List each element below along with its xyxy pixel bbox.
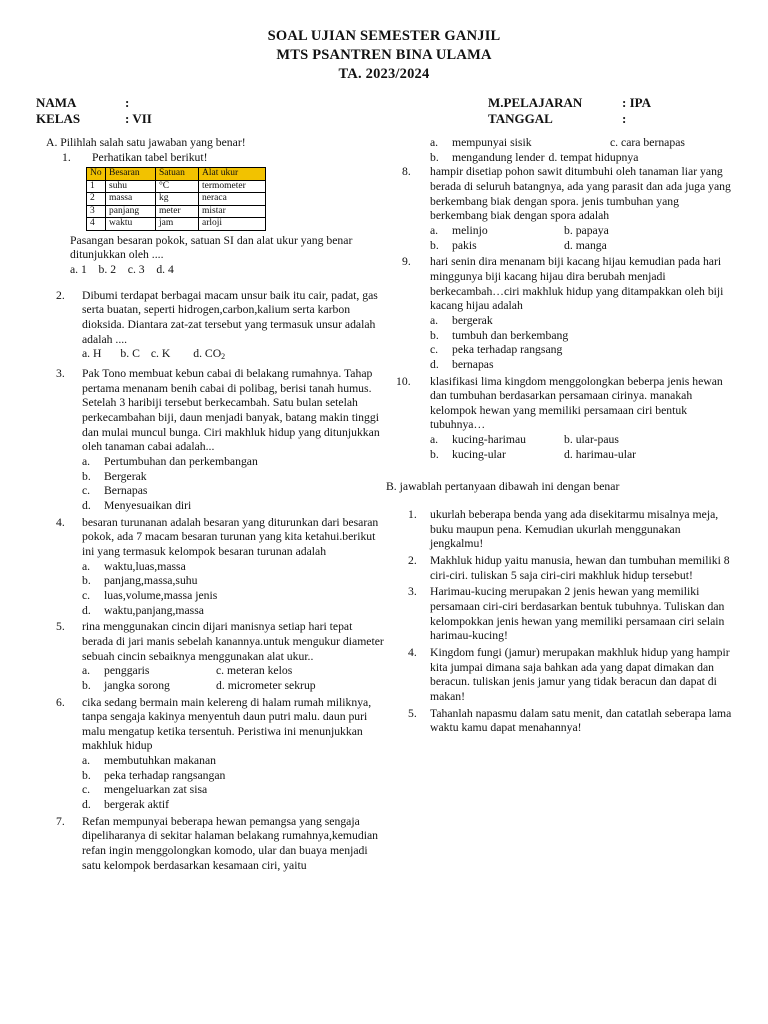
essay-question-5 bbox=[386, 707, 736, 736]
question-number: 1. bbox=[62, 150, 71, 164]
option-c: c. meteran kelos bbox=[216, 664, 293, 678]
table-row bbox=[87, 180, 266, 193]
option-b bbox=[82, 769, 386, 784]
table-cell: waktu bbox=[106, 218, 156, 231]
table-cell: termometer bbox=[199, 180, 266, 193]
option-d bbox=[430, 358, 736, 373]
option-text: kucing-ular bbox=[452, 447, 506, 461]
question-text: hampir disetiap pohon sawit ditumbuhi oleh tanaman liar yang berada di seluruh batangnya, ada yang parasit dan ada juga yang berkembang biak dengan spora. jenis tumbuhan yang berkembang biak dengan spora adalah bbox=[430, 165, 731, 223]
table-header: Satuan bbox=[156, 168, 199, 181]
question-2 bbox=[36, 289, 386, 365]
option-d bbox=[193, 347, 225, 360]
option-b bbox=[82, 679, 216, 694]
option-text: tumbuh dan berkembang bbox=[452, 328, 569, 342]
option-c: c. K bbox=[150, 347, 171, 361]
option-text: waktu,panjang,massa bbox=[104, 603, 204, 617]
question-text: Tahanlah napasmu dalam satu menit, dan catatlah seberapa lama waktu kamu dapat menahannya! bbox=[430, 706, 732, 735]
table-cell: 3 bbox=[87, 205, 106, 218]
option-text: membutuhkan makanan bbox=[104, 754, 216, 768]
option-letter: c. bbox=[82, 484, 91, 498]
option-a bbox=[82, 754, 386, 769]
option-letter: a. bbox=[82, 455, 91, 468]
option-letter: b. bbox=[430, 447, 439, 461]
option-letter: d. bbox=[82, 603, 91, 617]
option-d bbox=[82, 604, 386, 619]
question-7 bbox=[36, 815, 386, 874]
exam-title: SOAL UJIAN SEMESTER GANJIL bbox=[267, 28, 501, 44]
option-letter: d. bbox=[82, 498, 91, 512]
question-number: 6. bbox=[56, 695, 65, 709]
question-number: 4. bbox=[408, 646, 417, 659]
nama-label: NAMA bbox=[36, 95, 77, 110]
left-column bbox=[36, 136, 386, 875]
question-8 bbox=[386, 165, 736, 253]
option-letter: d. bbox=[82, 798, 91, 812]
question-number: 8. bbox=[402, 165, 411, 179]
option-letter: a. bbox=[82, 559, 91, 573]
option-text: peka terhadap rangsang bbox=[452, 343, 563, 357]
section-b-title: B. jawablah pertanyaan dibawah ini dengan benar bbox=[386, 480, 620, 494]
question-number: 1. bbox=[408, 508, 417, 522]
option-text: waktu,luas,massa bbox=[104, 559, 186, 573]
option-letter: b. bbox=[82, 678, 91, 692]
question-3 bbox=[36, 367, 386, 514]
essay-question-3 bbox=[386, 585, 736, 644]
option-b: b. C bbox=[120, 347, 140, 361]
table-cell: kg bbox=[156, 193, 199, 206]
option-text: luas,volume,massa jenis bbox=[104, 588, 218, 602]
question-text: Kingdom fungi (jamur) merupakan makhluk hidup yang hampir kita jumpai dimana saja bahkan ada yang dapat dimakan dan beracun. tuliskan jenis jamur yang tidak beracun dan dapat di makan! bbox=[430, 646, 730, 703]
option-letter: c. bbox=[82, 588, 91, 602]
question-1-followup: Pasangan besaran pokok, satuan SI dan alat ukur yang benar ditunjukkan oleh .... bbox=[70, 233, 353, 262]
option-text: mengandung lender bbox=[452, 150, 545, 164]
question-text: hari senin dira menanam biji kacang hijau kemudian pada hari minggunya biji kacang hijau dira berubah menjadi berkecambah…ciri makhluk hidup yang ditampakkan oleh biji kacang hijau adalah bbox=[430, 255, 724, 313]
option-text: bergerak aktif bbox=[104, 798, 170, 812]
table-row bbox=[87, 218, 266, 231]
table-row bbox=[87, 205, 266, 218]
option-a bbox=[82, 455, 386, 470]
question-number: 2. bbox=[56, 288, 65, 302]
option-text: melinjo bbox=[452, 223, 488, 237]
option-a bbox=[430, 224, 564, 239]
table-cell: mistar bbox=[199, 205, 266, 218]
right-column bbox=[386, 136, 736, 738]
option-d: d. harimau-ular bbox=[564, 447, 637, 461]
question-number: 3. bbox=[56, 367, 65, 381]
section-a-title: A. Pilihlah salah satu jawaban yang benar! bbox=[46, 136, 246, 149]
option-b bbox=[430, 329, 736, 344]
option-text: Bergerak bbox=[104, 469, 147, 483]
pelajaran-value: : IPA bbox=[622, 95, 652, 110]
question-7-options bbox=[386, 136, 736, 165]
option-b bbox=[82, 470, 386, 485]
question-number: 5. bbox=[408, 706, 417, 720]
table-cell: 4 bbox=[87, 218, 106, 231]
question-1-options: a. 1 b. 2 c. 3 d. 4 bbox=[70, 263, 174, 277]
option-d-text: d. CO bbox=[193, 347, 222, 361]
option-c bbox=[82, 783, 386, 798]
option-b bbox=[82, 574, 386, 589]
school-name: MTS PSANTREN BINA ULAMA bbox=[276, 47, 492, 63]
question-text: rina menggunakan cincin dijari manisnya setiap hari tepat berada di jari manis sebelah kanannya.untuk mengukur diameter sebuah cincin sebaiknya menggunakan alat ukur.. bbox=[82, 620, 384, 663]
option-b bbox=[430, 448, 564, 463]
option-letter: c. bbox=[82, 783, 91, 797]
option-d: d. manga bbox=[564, 238, 607, 252]
option-b: b. papaya bbox=[564, 223, 609, 237]
option-text: panjang,massa,suhu bbox=[104, 574, 198, 588]
options-row bbox=[430, 448, 736, 463]
table-cell: suhu bbox=[106, 180, 156, 193]
option-letter: d. bbox=[430, 357, 439, 371]
option-letter: a. bbox=[82, 754, 91, 768]
kelas-value: : VII bbox=[125, 111, 152, 126]
table-cell: neraca bbox=[199, 193, 266, 206]
kelas-label: KELAS bbox=[36, 111, 81, 126]
options-row bbox=[430, 433, 736, 448]
table-header: Besaran bbox=[106, 168, 156, 181]
table-cell: 1 bbox=[87, 180, 106, 193]
option-c bbox=[82, 484, 386, 499]
option-text: Bernapas bbox=[104, 484, 148, 498]
option-d: d. micrometer sekrup bbox=[216, 678, 316, 692]
option-text: pakis bbox=[452, 238, 477, 252]
measurement-table bbox=[86, 167, 266, 231]
option-a: a. H bbox=[82, 347, 102, 361]
option-c: c. cara bernapas bbox=[610, 136, 685, 149]
question-9 bbox=[386, 255, 736, 372]
table-cell: massa bbox=[106, 193, 156, 206]
question-text: cika sedang bermain main kelereng di halam rumah miliknya, tanpa sengaja kakinya menyentuh daun putri malu. daun puri malu mengatup ketika tersentuh. Peristiwa ini menunjukkan makhluk hidup bbox=[82, 695, 372, 753]
option-letter: c. bbox=[430, 343, 439, 357]
option-a bbox=[430, 433, 564, 448]
tanggal-value: : bbox=[622, 111, 627, 126]
option-text: jangka sorong bbox=[104, 678, 170, 692]
question-text: Pak Tono membuat kebun cabai di belakang rumahnya. Tahap pertama menanam benih cabai di polibag, berisi tanah humus. Setelah 3 haribiji tersebut berkecambah. Satu bulan setelah perkecambahan biji, daun menjadi banyak, batang makin tinggi dan mulai muncul bunga. Ciri makhluk hidup yang ditunjukkan oleh tanaman cabai adalah... bbox=[82, 367, 380, 454]
question-number: 3. bbox=[408, 585, 417, 599]
options-row bbox=[430, 151, 736, 166]
option-text: kucing-harimau bbox=[452, 433, 526, 447]
option-b bbox=[430, 239, 564, 254]
question-number: 9. bbox=[402, 255, 411, 269]
option-a bbox=[430, 136, 610, 151]
table-row bbox=[87, 193, 266, 206]
question-10 bbox=[386, 375, 736, 463]
question-5 bbox=[36, 620, 386, 693]
option-text: mengeluarkan zat sisa bbox=[104, 783, 208, 797]
options-row bbox=[430, 136, 736, 151]
question-number: 10. bbox=[396, 374, 411, 388]
option-letter: a. bbox=[430, 136, 439, 149]
option-letter: b. bbox=[82, 469, 91, 483]
question-number: 4. bbox=[56, 515, 65, 529]
question-text: Perhatikan tabel berikut! bbox=[92, 150, 208, 164]
option-b: b. ular-paus bbox=[564, 433, 619, 447]
question-1 bbox=[36, 151, 386, 166]
question-text: Makhluk hidup yaitu manusia, hewan dan tumbuhan memiliki 8 ciri-ciri. tuliskan 5 saja ciri-ciri makhluk hidup tersebut! bbox=[430, 554, 730, 582]
option-letter: b. bbox=[430, 328, 439, 342]
essay-question-2 bbox=[386, 554, 736, 583]
question-text: Refan mempunyai beberapa hewan pemangsa yang sengaja dipeliharanya di sekitar halaman belakang rumahnya,kemudian refan ingin menggolongkan komodo, ular dan buaya menjadi satu kelompok berdasarkan kesamaan ciri, yaitu bbox=[82, 814, 378, 872]
essay-question-1 bbox=[386, 508, 736, 552]
option-letter: b. bbox=[82, 574, 91, 588]
option-letter: a. bbox=[82, 664, 91, 678]
question-number: 2. bbox=[408, 554, 417, 568]
option-letter: a. bbox=[430, 433, 439, 447]
table-cell: meter bbox=[156, 205, 199, 218]
option-text: mempunyai sisik bbox=[452, 136, 532, 149]
options-row bbox=[430, 224, 736, 239]
question-4 bbox=[36, 516, 386, 619]
option-letter: b. bbox=[430, 150, 439, 164]
table-cell: arloji bbox=[199, 218, 266, 231]
essay-question-4 bbox=[386, 646, 736, 705]
option-text: bernapas bbox=[452, 357, 494, 371]
options-row bbox=[82, 664, 386, 679]
pelajaran-label: M.PELAJARAN bbox=[488, 95, 583, 110]
option-d: d. tempat hidupnya bbox=[548, 150, 639, 164]
option-letter: b. bbox=[430, 238, 439, 252]
subscript: 2 bbox=[221, 352, 226, 362]
table-cell: jam bbox=[156, 218, 199, 231]
option-text: bergerak bbox=[452, 313, 493, 327]
option-text: peka terhadap rangsangan bbox=[104, 768, 226, 782]
table-cell: panjang bbox=[106, 205, 156, 218]
option-text: Menyesuaikan diri bbox=[104, 498, 192, 512]
option-letter: b. bbox=[82, 768, 91, 782]
measurement-table-wrap bbox=[36, 167, 386, 231]
question-text: Dibumi terdapat berbagai macam unsur baik itu cair, padat, gas serta buatan, seperti hidrogen,carbon,kalium serta karbon dioksida. Diantara zat-zat tersebut yang termasuk unsur adalah adalah .... bbox=[82, 288, 378, 346]
option-a bbox=[82, 664, 216, 679]
option-a bbox=[82, 560, 386, 575]
table-header: No bbox=[87, 168, 106, 181]
question-number: 7. bbox=[56, 814, 65, 828]
question-6 bbox=[36, 696, 386, 813]
option-c bbox=[430, 343, 736, 358]
option-b bbox=[430, 151, 545, 166]
question-2-options bbox=[82, 347, 386, 365]
tanggal-label: TANGGAL bbox=[488, 111, 553, 126]
option-letter: a. bbox=[430, 313, 439, 327]
question-text: klasifikasi lima kingdom menggolongkan beberpa jenis hewan dan tumbuhan berdasarkan persamaan cirinya. manakah kelompok hewan yang memiliki persamaan ciri bentuk tubuhnya… bbox=[430, 374, 723, 432]
question-text: besaran turunanan adalah besaran yang diturunkan dari besaran pokok, ada 7 macam besaran turunan yang kita ketahui.berikut ini yang termasuk kelompok besaran turunan adalah bbox=[82, 515, 379, 558]
option-text: Pertumbuhan dan perkembangan bbox=[104, 455, 258, 468]
table-header: Alat ukur bbox=[199, 168, 266, 181]
question-text: Harimau-kucing merupakan 2 jenis hewan yang memiliki persamaan ciri-ciri berdasarkan bentuk tubuhnya. Tuliskan dan kelompokkan jenis hewan yang memiliki persamaan ciri selain harimau-kucing! bbox=[430, 585, 725, 643]
table-cell: 2 bbox=[87, 193, 106, 206]
option-letter: a. bbox=[430, 223, 439, 237]
academic-year: TA. 2023/2024 bbox=[338, 66, 430, 82]
options-row bbox=[430, 239, 736, 254]
question-text: ukurlah beberapa benda yang ada disekitarmu misalnya meja, buku maupun pena. Kemudian ukurlah menggunakan jengkalmu! bbox=[430, 508, 719, 551]
option-d bbox=[82, 499, 386, 514]
options-row bbox=[82, 679, 386, 694]
option-text: penggaris bbox=[104, 664, 150, 678]
question-number: 5. bbox=[56, 620, 65, 634]
option-d bbox=[82, 798, 386, 813]
table-cell: °C bbox=[156, 180, 199, 193]
option-a bbox=[430, 314, 736, 329]
option-c bbox=[82, 589, 386, 604]
nama-value: : bbox=[125, 95, 130, 110]
